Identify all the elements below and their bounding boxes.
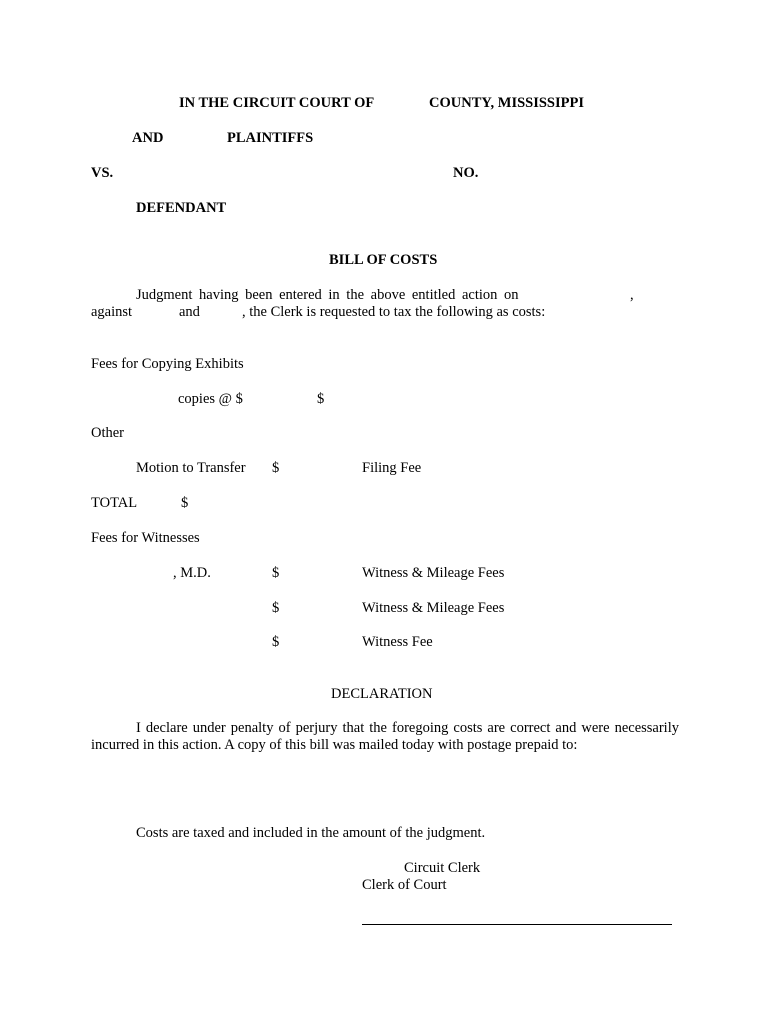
and-label: AND: [132, 130, 164, 146]
clerk-of-court-label: Clerk of Court: [362, 877, 447, 893]
declaration-heading: DECLARATION: [331, 686, 433, 702]
case-number-label: NO.: [453, 165, 479, 181]
motion-to-transfer: Motion to Transfer: [136, 460, 246, 476]
witness-fee-desc: Witness Fee: [362, 634, 433, 650]
defendant-label: DEFENDANT: [136, 200, 227, 216]
intro-line-1: Judgment having been entered in the above entitled action on: [136, 287, 519, 303]
signature-line: [362, 924, 672, 925]
total-label: TOTAL: [91, 495, 138, 511]
filing-fee: Filing Fee: [362, 460, 422, 476]
intro-and: and: [179, 304, 200, 320]
witness-fee-desc: Witness & Mileage Fees: [362, 600, 505, 616]
copies-rate: copies @ $: [178, 391, 243, 407]
total-amount: $: [181, 495, 189, 511]
costs-taxed-statement: Costs are taxed and included in the amount of the judgment.: [136, 825, 486, 841]
copying-heading: Fees for Copying Exhibits: [91, 356, 244, 372]
witness-amount: $: [272, 565, 280, 581]
witness-name: , M.D.: [173, 565, 211, 581]
copies-amount: $: [317, 391, 325, 407]
witness-fee-desc: Witness & Mileage Fees: [362, 565, 505, 581]
intro-comma: ,: [630, 287, 634, 303]
witnesses-heading: Fees for Witnesses: [91, 530, 200, 546]
declaration-text: I declare under penalty of perjury that the foregoing costs are correct and were necessarily incurred in this action. A copy of this bill was mailed today with postage prepaid to:: [91, 720, 679, 753]
motion-amount: $: [272, 460, 280, 476]
county-state: COUNTY, MISSISSIPPI: [429, 95, 584, 111]
document-title: BILL OF COSTS: [329, 252, 438, 268]
other-heading: Other: [91, 425, 125, 441]
court-name: IN THE CIRCUIT COURT OF: [179, 95, 375, 111]
witness-amount: $: [272, 600, 280, 616]
intro-against: against: [91, 304, 133, 320]
vs-label: VS.: [91, 165, 114, 181]
witness-amount: $: [272, 634, 280, 650]
intro-rest: , the Clerk is requested to tax the following as costs:: [242, 304, 546, 320]
plaintiffs-label: PLAINTIFFS: [227, 130, 314, 146]
circuit-clerk-label: Circuit Clerk: [404, 860, 481, 876]
